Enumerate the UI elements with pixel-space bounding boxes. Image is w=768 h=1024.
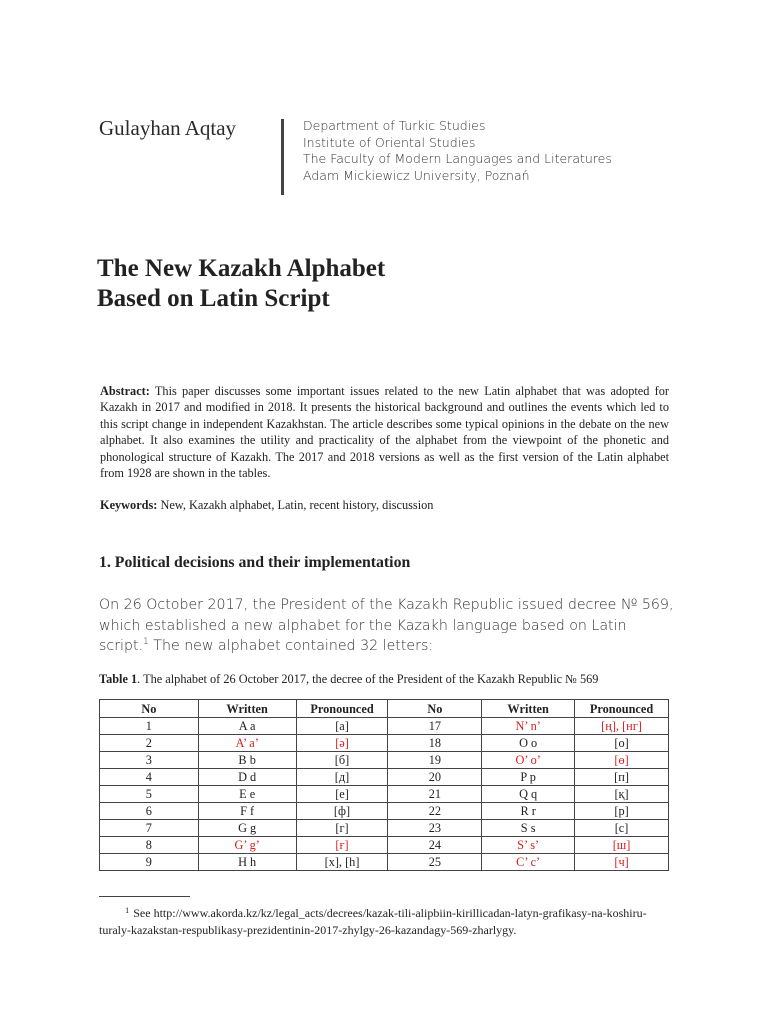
pronunciation: [ғ]: [296, 837, 388, 854]
column-header: Pronounced: [296, 700, 388, 718]
footnote-number: 1: [125, 905, 130, 915]
row-number: 19: [388, 752, 482, 769]
alphabet-table: [99, 699, 669, 871]
affiliation-block: [303, 118, 612, 184]
written-letter: O’ o’: [482, 752, 575, 769]
pronunciation: [a]: [296, 718, 388, 735]
row-number: 5: [100, 786, 199, 803]
written-letter: S s: [482, 820, 575, 837]
row-number: 21: [388, 786, 482, 803]
written-letter: H h: [198, 854, 296, 871]
row-number: 25: [388, 854, 482, 871]
row-number: 3: [100, 752, 199, 769]
author-divider: [281, 119, 284, 195]
table-caption-text: . The alphabet of 26 October 2017, the decree of the President of the Kazakh Republic № 569: [137, 672, 599, 686]
column-header: Written: [482, 700, 575, 718]
row-number: 8: [100, 837, 199, 854]
pronunciation: [ә]: [296, 735, 388, 752]
footnote-text: See http://www.akorda.kz/kz/legal_acts/decrees/kazak-tili-alipbiin-kirillicadan-latyn-grafikasy-na-koshiru-turaly-kazakstan-respublikasy-prezidentinin-2017-zhylgy-26-kazandagy-569-zharlygy.: [99, 906, 647, 937]
pronunciation: [х], [h]: [296, 854, 388, 871]
footnote: [99, 902, 674, 938]
section-body: [99, 595, 679, 657]
table-row: [100, 820, 669, 837]
table-row: [100, 803, 669, 820]
row-number: 4: [100, 769, 199, 786]
pronunciation: [о]: [575, 735, 669, 752]
pronunciation: [п]: [575, 769, 669, 786]
column-header: No: [388, 700, 482, 718]
written-letter: S’ s’: [482, 837, 575, 854]
written-letter: E e: [198, 786, 296, 803]
written-letter: B b: [198, 752, 296, 769]
keywords: [100, 497, 669, 513]
written-letter: R r: [482, 803, 575, 820]
pronunciation: [е]: [296, 786, 388, 803]
row-number: 1: [100, 718, 199, 735]
column-header: Written: [198, 700, 296, 718]
written-letter: C’ c’: [482, 854, 575, 871]
author-name: Gulayhan Aqtay: [99, 116, 237, 140]
paper-title: [97, 254, 385, 314]
row-number: 7: [100, 820, 199, 837]
footnote-rule: [99, 896, 190, 897]
title-line: Based on Latin Script: [97, 285, 330, 312]
table-row: [100, 769, 669, 786]
table-row: [100, 752, 669, 769]
pronunciation: [ч]: [575, 854, 669, 871]
table-row: [100, 837, 669, 854]
title-line: The New Kazakh Alphabet: [97, 255, 386, 282]
affiliation-line: Department of Turkic Studies: [303, 118, 486, 133]
written-letter: O o: [482, 735, 575, 752]
written-letter: Q q: [482, 786, 575, 803]
row-number: 23: [388, 820, 482, 837]
pronunciation: [ф]: [296, 803, 388, 820]
body-paragraph-continued: The new alphabet contained 32 letters:: [153, 638, 434, 654]
table-row: [100, 735, 669, 752]
row-number: 6: [100, 803, 199, 820]
column-header: No: [100, 700, 199, 718]
abstract-label: Abstract:: [100, 384, 150, 398]
pronunciation: [г]: [296, 820, 388, 837]
pronunciation: [б]: [296, 752, 388, 769]
footnote-reference[interactable]: 1: [143, 637, 149, 647]
written-letter: G’ g’: [198, 837, 296, 854]
pronunciation: [ш]: [575, 837, 669, 854]
column-header: Pronounced: [575, 700, 669, 718]
table-row: [100, 854, 669, 871]
affiliation-line: The Faculty of Modern Languages and Literatures: [303, 151, 612, 166]
table-caption-label: Table 1: [99, 672, 138, 686]
table-header-row: [100, 700, 669, 718]
affiliation-line: Institute of Oriental Studies: [303, 134, 476, 150]
written-letter: P p: [482, 769, 575, 786]
keywords-text: New, Kazakh alphabet, Latin, recent history, discussion: [160, 498, 434, 512]
pronunciation: [ө]: [575, 752, 669, 769]
pronunciation: [қ]: [575, 786, 669, 803]
pronunciation: [д]: [296, 769, 388, 786]
row-number: 9: [100, 854, 199, 871]
written-letter: A a: [198, 718, 296, 735]
row-number: 2: [100, 735, 199, 752]
written-letter: G g: [198, 820, 296, 837]
written-letter: D d: [198, 769, 296, 786]
row-number: 22: [388, 803, 482, 820]
keywords-label: Keywords:: [100, 498, 158, 512]
pronunciation: [р]: [575, 803, 669, 820]
written-letter: N’ n’: [482, 718, 575, 735]
written-letter: F f: [198, 803, 296, 820]
row-number: 24: [388, 837, 482, 854]
abstract: [100, 383, 669, 481]
affiliation-line: Adam Mickiewicz University, Poznań: [303, 167, 530, 183]
row-number: 18: [388, 735, 482, 752]
table-row: [100, 786, 669, 803]
section-heading: 1. Political decisions and their implementation: [99, 554, 411, 571]
body-paragraph: On 26 October 2017, the President of the Kazakh Republic issued decree № 569, which established a new alphabet for the Kazakh language based on Latin script.: [99, 597, 674, 654]
table-caption: [99, 672, 598, 687]
table-row: [100, 718, 669, 735]
abstract-text: This paper discusses some important issues related to the new Latin alphabet that was adopted for Kazakh in 2017 and modified in 2018. It presents the historical background and outlines the events which led to this script change in independent Kazakhstan. The article describes some typical opinions in the debate on the new alphabet. It also examines the utility and practicality of the alphabet from the viewpoint of the phonetic and phonological structure of Kazakh. The 2017 and 2018 versions as well as the first version of the Latin alphabet from 1928 are shown in the tables.: [100, 384, 669, 481]
pronunciation: [ң], [нг]: [575, 718, 669, 735]
written-letter: A’ a’: [198, 735, 296, 752]
pronunciation: [с]: [575, 820, 669, 837]
row-number: 17: [388, 718, 482, 735]
row-number: 20: [388, 769, 482, 786]
